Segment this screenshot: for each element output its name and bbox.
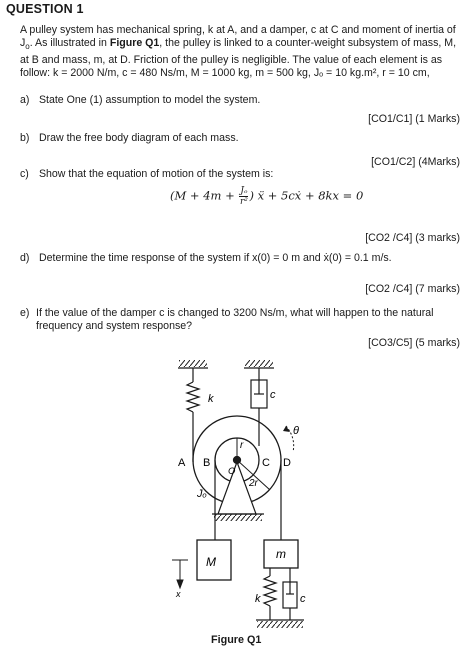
damper-c-bottom (283, 568, 297, 620)
label-m: m (276, 547, 286, 561)
label-2r: 2r (249, 478, 258, 489)
question-label: a) (20, 94, 30, 106)
intro-line-2: $J_o$. As illustrated in Figure Q1, the pulley is linked to a counter-weight subsystem of mass, M, (20, 37, 457, 52)
marks-d: [CO2 /C4] (7 marks) (365, 283, 460, 295)
label-theta: θ (293, 425, 299, 437)
label-M: M (206, 555, 216, 569)
label-o: O (228, 466, 236, 477)
label-c-bottom: c (300, 593, 306, 605)
marks-b: [CO1/C2] (4Marks) (371, 156, 460, 168)
marks-a: [CO1/C1] (1 Marks) (368, 113, 460, 125)
marks-c: [CO2 /C4] (3 marks) (365, 232, 460, 244)
spring-k-top (187, 368, 199, 462)
equation-of-motion: (M + 4m + $\frac{\text{Jₒ}}{\text{r²}}$ ) ẍ + 5cẋ + 8kx = 0 (170, 186, 364, 207)
label-b: B (203, 457, 211, 469)
x-direction-arrow (172, 560, 188, 588)
question-label: c) (20, 168, 29, 180)
intro-line-3: at B and mass, m, at D. Friction of the pulley is negligible. The value of each element is as (20, 53, 443, 66)
pivot-o (234, 457, 241, 464)
label-k-top: k (208, 393, 214, 405)
figure-caption: Figure Q1 (211, 634, 262, 646)
question-text: If the value of the damper c is changed to 3200 Ns/m, what will happen to the natural (36, 307, 434, 319)
ceiling-right (244, 360, 274, 368)
question-label: d) (20, 252, 30, 264)
spring-k-bottom (264, 568, 276, 620)
question-text: Show that the equation of motion of the system is: (38, 168, 274, 180)
question-label: e) (20, 307, 30, 319)
ground-bottom (256, 620, 304, 628)
question-text: State One (1) assumption to model the system. (38, 94, 261, 106)
label-d: D (283, 457, 291, 469)
label-x: x (176, 589, 181, 599)
question-text: Determine the time response of the system if x(0) = 0 m and ẋ(0) = 0.1 m/s. (38, 252, 392, 264)
intro-line-1: A pulley system has mechanical spring, k at A, and a damper, c at C and moment of inertia of (20, 24, 456, 36)
question-text-2: frequency and system response? (36, 320, 193, 332)
label-r: r (240, 440, 244, 451)
question-title: QUESTION 1 (6, 2, 84, 16)
label-jo: Jₒ (197, 488, 207, 500)
label-c-top: c (270, 389, 276, 401)
damper-c-top (251, 368, 267, 446)
fraction: $\frac{\text{Jₒ}}{\text{r²}}$ (239, 186, 248, 207)
question-text: Draw the free body diagram of each mass. (38, 132, 239, 144)
theta-arrowhead (283, 426, 290, 432)
question-label: b) (20, 132, 30, 144)
ceiling-left (178, 360, 208, 368)
label-a: A (178, 457, 186, 469)
label-c-point: C (262, 457, 270, 469)
intro-line-4: follow: k = 2000 N/m, c = 480 Ns/m, M = 1000 kg, m = 500 kg, Jₒ = 10 kg.m², r = 10 cm, (20, 66, 430, 79)
label-k-bottom: k (255, 593, 261, 605)
marks-e: [CO3/C5] (5 marks) (368, 337, 460, 349)
